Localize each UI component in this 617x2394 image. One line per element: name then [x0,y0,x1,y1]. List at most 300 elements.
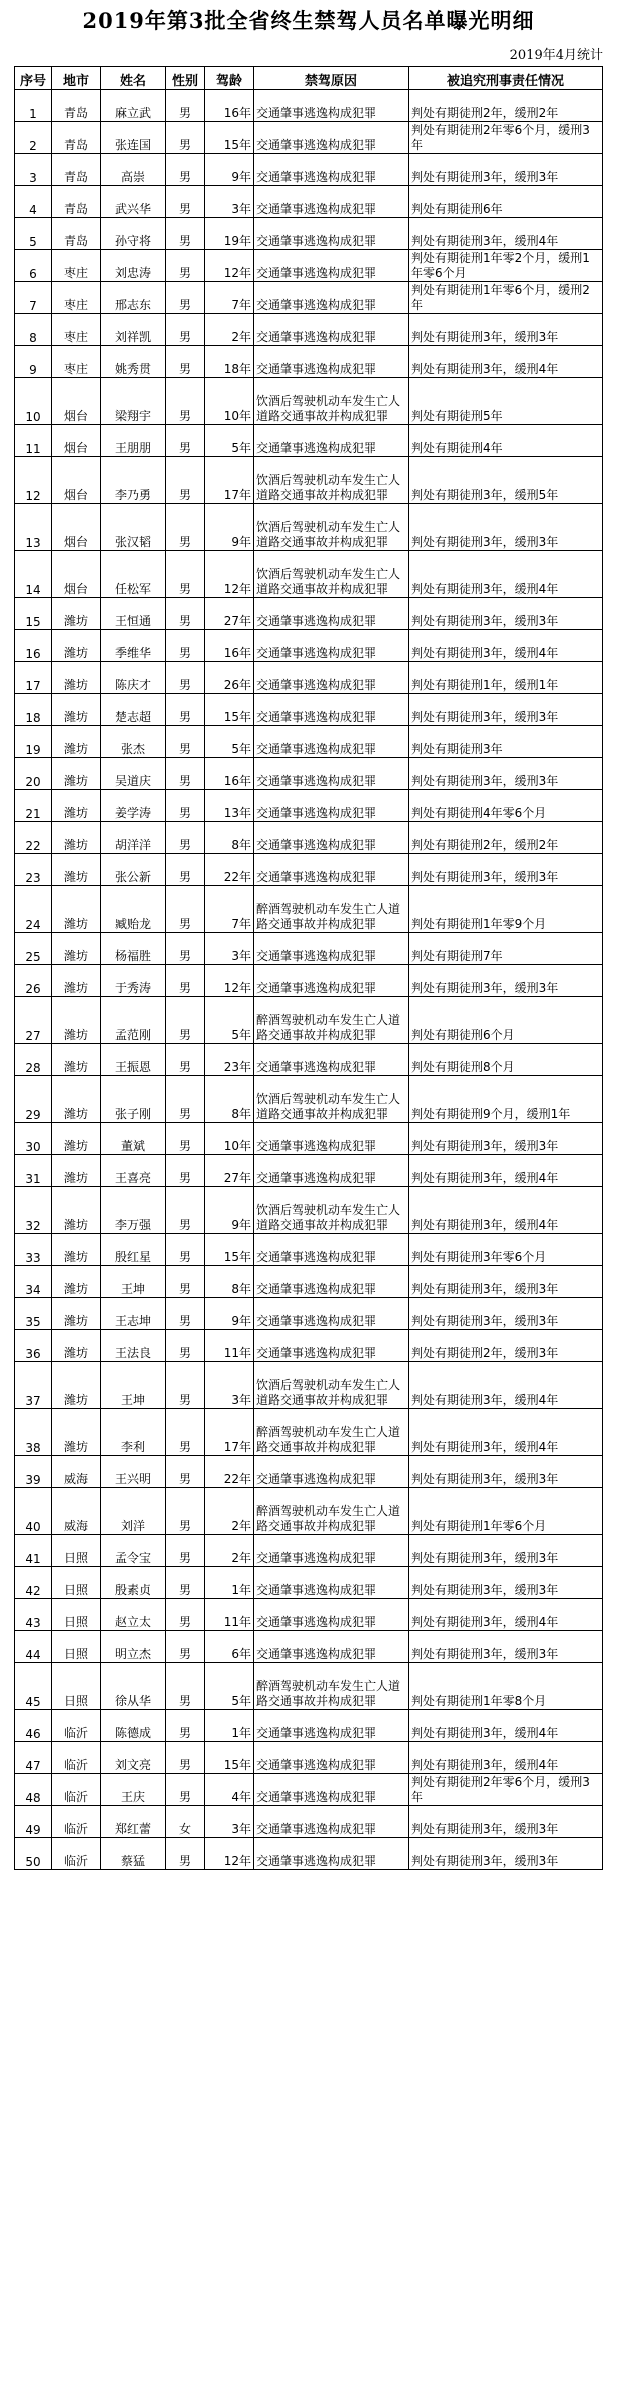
table-row [15,630,603,662]
cell-gender: 男 [166,1774,205,1806]
cell-index: 37 [15,1362,52,1409]
cell-gender: 男 [166,1362,205,1409]
header-criminal-liability: 被追究刑事责任情况 [409,67,603,90]
cell-criminal-liability: 判处有期徒刑2年，缓刑2年 [409,90,603,122]
cell-ban-reason: 交通肇事逃逸构成犯罪 [254,186,409,218]
cell-criminal-liability: 判处有期徒刑3年，缓刑3年 [409,1631,603,1663]
cell-index: 43 [15,1599,52,1631]
table-row [15,1742,603,1774]
cell-name: 王振恩 [101,1044,166,1076]
cell-driving-age: 4年 [205,1774,254,1806]
cell-ban-reason: 交通肇事逃逸构成犯罪 [254,1838,409,1870]
cell-driving-age: 12年 [205,965,254,997]
page-title: 2019年第3批全省终生禁驾人员名单曝光明细 [82,8,535,33]
cell-name: 李乃勇 [101,457,166,504]
cell-gender: 男 [166,218,205,250]
cell-driving-age: 27年 [205,598,254,630]
cell-criminal-liability: 判处有期徒刑3年，缓刑4年 [409,630,603,662]
cell-ban-reason: 醉酒驾驶机动车发生亡人道路交通事故并构成犯罪 [254,997,409,1044]
cell-city: 临沂 [52,1838,101,1870]
cell-criminal-liability: 判处有期徒刑3年，缓刑3年 [409,1838,603,1870]
cell-gender: 男 [166,154,205,186]
cell-name: 楚志超 [101,694,166,726]
cell-driving-age: 2年 [205,1535,254,1567]
cell-criminal-liability: 判处有期徒刑3年 [409,726,603,758]
cell-name: 刘洋 [101,1488,166,1535]
cell-city: 枣庄 [52,346,101,378]
cell-index: 39 [15,1456,52,1488]
cell-criminal-liability: 判处有期徒刑6个月 [409,997,603,1044]
cell-name: 邢志东 [101,282,166,314]
table-row [15,1234,603,1266]
cell-driving-age: 2年 [205,314,254,346]
cell-city: 日照 [52,1567,101,1599]
cell-name: 王恒通 [101,598,166,630]
cell-gender: 男 [166,630,205,662]
cell-gender: 男 [166,726,205,758]
cell-city: 日照 [52,1631,101,1663]
cell-city: 潍坊 [52,822,101,854]
cell-criminal-liability: 判处有期徒刑3年，缓刑4年 [409,1710,603,1742]
cell-ban-reason: 交通肇事逃逸构成犯罪 [254,1456,409,1488]
table-row [15,218,603,250]
cell-name: 董斌 [101,1123,166,1155]
cell-city: 潍坊 [52,1362,101,1409]
cell-gender: 男 [166,314,205,346]
cell-criminal-liability: 判处有期徒刑1年零9个月 [409,886,603,933]
cell-city: 潍坊 [52,1076,101,1123]
cell-gender: 男 [166,90,205,122]
cell-index: 48 [15,1774,52,1806]
table-row [15,1187,603,1234]
cell-city: 临沂 [52,1806,101,1838]
cell-name: 刘文亮 [101,1742,166,1774]
table-row [15,346,603,378]
table-row [15,822,603,854]
cell-driving-age: 3年 [205,1362,254,1409]
cell-name: 赵立太 [101,1599,166,1631]
cell-driving-age: 11年 [205,1330,254,1362]
cell-gender: 男 [166,1488,205,1535]
cell-index: 2 [15,122,52,154]
cell-ban-reason: 交通肇事逃逸构成犯罪 [254,598,409,630]
table-row [15,1663,603,1710]
cell-criminal-liability: 判处有期徒刑3年，缓刑4年 [409,1599,603,1631]
cell-index: 1 [15,90,52,122]
table-row [15,1155,603,1187]
table-row [15,1806,603,1838]
cell-name: 臧贻龙 [101,886,166,933]
table-row [15,1631,603,1663]
table-row [15,1362,603,1409]
cell-gender: 男 [166,1044,205,1076]
cell-driving-age: 8年 [205,1076,254,1123]
table-row [15,1044,603,1076]
cell-name: 孙守将 [101,218,166,250]
cell-gender: 男 [166,886,205,933]
cell-criminal-liability: 判处有期徒刑3年，缓刑4年 [409,346,603,378]
cell-ban-reason: 交通肇事逃逸构成犯罪 [254,282,409,314]
cell-city: 潍坊 [52,997,101,1044]
cell-ban-reason: 交通肇事逃逸构成犯罪 [254,1155,409,1187]
cell-gender: 男 [166,758,205,790]
cell-city: 潍坊 [52,662,101,694]
cell-ban-reason: 交通肇事逃逸构成犯罪 [254,314,409,346]
cell-driving-age: 15年 [205,1742,254,1774]
cell-gender: 男 [166,250,205,282]
cell-name: 陈庆才 [101,662,166,694]
header-index: 序号 [15,67,52,90]
cell-ban-reason: 交通肇事逃逸构成犯罪 [254,1298,409,1330]
cell-city: 日照 [52,1535,101,1567]
cell-city: 潍坊 [52,854,101,886]
cell-driving-age: 18年 [205,346,254,378]
cell-criminal-liability: 判处有期徒刑3年，缓刑4年 [409,551,603,598]
cell-criminal-liability: 判处有期徒刑2年，缓刑3年 [409,1330,603,1362]
cell-gender: 男 [166,1155,205,1187]
cell-driving-age: 2年 [205,1488,254,1535]
cell-criminal-liability: 判处有期徒刑1年零8个月 [409,1663,603,1710]
cell-driving-age: 12年 [205,551,254,598]
cell-city: 青岛 [52,186,101,218]
table-row [15,886,603,933]
cell-name: 张连国 [101,122,166,154]
cell-ban-reason: 饮酒后驾驶机动车发生亡人道路交通事故并构成犯罪 [254,378,409,425]
header-city: 地市 [52,67,101,90]
cell-gender: 男 [166,1567,205,1599]
cell-driving-age: 22年 [205,854,254,886]
cell-index: 34 [15,1266,52,1298]
cell-criminal-liability: 判处有期徒刑9个月，缓刑1年 [409,1076,603,1123]
cell-gender: 男 [166,1234,205,1266]
table-row [15,854,603,886]
cell-ban-reason: 交通肇事逃逸构成犯罪 [254,758,409,790]
cell-driving-age: 12年 [205,1838,254,1870]
cell-driving-age: 1年 [205,1567,254,1599]
cell-name: 武兴华 [101,186,166,218]
cell-criminal-liability: 判处有期徒刑3年，缓刑4年 [409,218,603,250]
cell-gender: 男 [166,457,205,504]
cell-index: 16 [15,630,52,662]
cell-ban-reason: 饮酒后驾驶机动车发生亡人道路交通事故并构成犯罪 [254,504,409,551]
cell-driving-age: 3年 [205,1806,254,1838]
cell-city: 枣庄 [52,250,101,282]
cell-criminal-liability: 判处有期徒刑3年，缓刑4年 [409,1362,603,1409]
cell-index: 4 [15,186,52,218]
cell-ban-reason: 醉酒驾驶机动车发生亡人道路交通事故并构成犯罪 [254,1409,409,1456]
cell-criminal-liability: 判处有期徒刑6年 [409,186,603,218]
cell-driving-age: 5年 [205,997,254,1044]
cell-gender: 男 [166,1409,205,1456]
cell-city: 临沂 [52,1710,101,1742]
header-gender: 性别 [166,67,205,90]
cell-criminal-liability: 判处有期徒刑2年零6个月，缓刑3年 [409,1774,603,1806]
cell-city: 青岛 [52,122,101,154]
table-row [15,457,603,504]
cell-name: 王喜亮 [101,1155,166,1187]
cell-ban-reason: 交通肇事逃逸构成犯罪 [254,1234,409,1266]
cell-city: 青岛 [52,90,101,122]
table-row [15,1298,603,1330]
cell-driving-age: 3年 [205,186,254,218]
cell-gender: 男 [166,1076,205,1123]
cell-city: 潍坊 [52,1266,101,1298]
cell-ban-reason: 交通肇事逃逸构成犯罪 [254,822,409,854]
cell-ban-reason: 醉酒驾驶机动车发生亡人道路交通事故并构成犯罪 [254,1488,409,1535]
cell-city: 潍坊 [52,933,101,965]
cell-gender: 男 [166,551,205,598]
cell-index: 15 [15,598,52,630]
cell-ban-reason: 交通肇事逃逸构成犯罪 [254,218,409,250]
cell-index: 24 [15,886,52,933]
cell-city: 临沂 [52,1742,101,1774]
cell-ban-reason: 交通肇事逃逸构成犯罪 [254,250,409,282]
cell-driving-age: 7年 [205,282,254,314]
cell-city: 潍坊 [52,1187,101,1234]
table-row [15,425,603,457]
cell-name: 王庆 [101,1774,166,1806]
table-row [15,1409,603,1456]
cell-name: 李万强 [101,1187,166,1234]
cell-index: 5 [15,218,52,250]
table-row [15,790,603,822]
cell-criminal-liability: 判处有期徒刑3年，缓刑3年 [409,1535,603,1567]
cell-criminal-liability: 判处有期徒刑2年，缓刑2年 [409,822,603,854]
cell-index: 11 [15,425,52,457]
cell-gender: 男 [166,1838,205,1870]
cell-ban-reason: 交通肇事逃逸构成犯罪 [254,1774,409,1806]
cell-criminal-liability: 判处有期徒刑3年，缓刑3年 [409,1266,603,1298]
cell-ban-reason: 交通肇事逃逸构成犯罪 [254,1742,409,1774]
cell-index: 18 [15,694,52,726]
cell-index: 10 [15,378,52,425]
cell-criminal-liability: 判处有期徒刑3年，缓刑3年 [409,1456,603,1488]
cell-ban-reason: 饮酒后驾驶机动车发生亡人道路交通事故并构成犯罪 [254,1362,409,1409]
cell-city: 潍坊 [52,1409,101,1456]
cell-criminal-liability: 判处有期徒刑3年，缓刑3年 [409,598,603,630]
cell-ban-reason: 交通肇事逃逸构成犯罪 [254,1535,409,1567]
cell-gender: 男 [166,1742,205,1774]
cell-gender: 男 [166,282,205,314]
cell-ban-reason: 饮酒后驾驶机动车发生亡人道路交通事故并构成犯罪 [254,457,409,504]
cell-city: 临沂 [52,1774,101,1806]
cell-city: 青岛 [52,218,101,250]
cell-criminal-liability: 判处有期徒刑8个月 [409,1044,603,1076]
cell-index: 40 [15,1488,52,1535]
cell-name: 孟范刚 [101,997,166,1044]
cell-name: 明立杰 [101,1631,166,1663]
cell-city: 潍坊 [52,726,101,758]
table-row [15,1123,603,1155]
cell-ban-reason: 交通肇事逃逸构成犯罪 [254,965,409,997]
cell-index: 23 [15,854,52,886]
cell-criminal-liability: 判处有期徒刑4年 [409,425,603,457]
cell-driving-age: 16年 [205,90,254,122]
cell-ban-reason: 饮酒后驾驶机动车发生亡人道路交通事故并构成犯罪 [254,1076,409,1123]
cell-name: 徐从华 [101,1663,166,1710]
table-row [15,1330,603,1362]
cell-driving-age: 27年 [205,1155,254,1187]
cell-gender: 男 [166,822,205,854]
cell-ban-reason: 交通肇事逃逸构成犯罪 [254,90,409,122]
cell-criminal-liability: 判处有期徒刑3年，缓刑5年 [409,457,603,504]
table-row [15,122,603,154]
header-ban-reason: 禁驾原因 [254,67,409,90]
cell-index: 45 [15,1663,52,1710]
cell-gender: 女 [166,1806,205,1838]
cell-ban-reason: 交通肇事逃逸构成犯罪 [254,346,409,378]
cell-gender: 男 [166,965,205,997]
cell-city: 威海 [52,1488,101,1535]
cell-driving-age: 12年 [205,250,254,282]
table-row [15,90,603,122]
cell-ban-reason: 饮酒后驾驶机动车发生亡人道路交通事故并构成犯罪 [254,551,409,598]
cell-gender: 男 [166,1599,205,1631]
cell-gender: 男 [166,425,205,457]
cell-city: 潍坊 [52,1044,101,1076]
cell-ban-reason: 醉酒驾驶机动车发生亡人道路交通事故并构成犯罪 [254,1663,409,1710]
table-row [15,1488,603,1535]
cell-gender: 男 [166,1187,205,1234]
table-row [15,1535,603,1567]
cell-name: 姜学涛 [101,790,166,822]
cell-name: 麻立武 [101,90,166,122]
cell-index: 26 [15,965,52,997]
cell-name: 殷红星 [101,1234,166,1266]
cell-driving-age: 15年 [205,694,254,726]
cell-index: 47 [15,1742,52,1774]
cell-city: 潍坊 [52,1330,101,1362]
cell-ban-reason: 饮酒后驾驶机动车发生亡人道路交通事故并构成犯罪 [254,1187,409,1234]
cell-index: 29 [15,1076,52,1123]
cell-gender: 男 [166,186,205,218]
cell-name: 蔡猛 [101,1838,166,1870]
table-row [15,1266,603,1298]
header-name: 姓名 [101,67,166,90]
cell-ban-reason: 交通肇事逃逸构成犯罪 [254,1123,409,1155]
cell-city: 威海 [52,1456,101,1488]
table-row [15,314,603,346]
cell-gender: 男 [166,1663,205,1710]
cell-driving-age: 9年 [205,154,254,186]
cell-index: 6 [15,250,52,282]
cell-name: 任松军 [101,551,166,598]
table-row [15,250,603,282]
cell-gender: 男 [166,997,205,1044]
cell-ban-reason: 交通肇事逃逸构成犯罪 [254,1266,409,1298]
cell-driving-age: 6年 [205,1631,254,1663]
cell-criminal-liability: 判处有期徒刑3年，缓刑4年 [409,1742,603,1774]
cell-name: 刘忠涛 [101,250,166,282]
cell-criminal-liability: 判处有期徒刑3年零6个月 [409,1234,603,1266]
cell-ban-reason: 交通肇事逃逸构成犯罪 [254,1330,409,1362]
cell-gender: 男 [166,1123,205,1155]
cell-name: 王兴明 [101,1456,166,1488]
cell-gender: 男 [166,1330,205,1362]
cell-index: 41 [15,1535,52,1567]
cell-criminal-liability: 判处有期徒刑7年 [409,933,603,965]
cell-index: 27 [15,997,52,1044]
cell-criminal-liability: 判处有期徒刑3年，缓刑3年 [409,504,603,551]
table-row [15,1599,603,1631]
cell-index: 28 [15,1044,52,1076]
cell-city: 烟台 [52,551,101,598]
cell-city: 潍坊 [52,694,101,726]
cell-name: 高崇 [101,154,166,186]
cell-name: 胡洋洋 [101,822,166,854]
cell-index: 46 [15,1710,52,1742]
cell-name: 孟令宝 [101,1535,166,1567]
cell-name: 殷素贞 [101,1567,166,1599]
cell-criminal-liability: 判处有期徒刑3年，缓刑3年 [409,1567,603,1599]
cell-criminal-liability: 判处有期徒刑3年，缓刑4年 [409,1155,603,1187]
cell-index: 42 [15,1567,52,1599]
cell-gender: 男 [166,854,205,886]
cell-driving-age: 8年 [205,822,254,854]
table-header-row [15,67,603,90]
cell-name: 王坤 [101,1362,166,1409]
table-row [15,504,603,551]
cell-criminal-liability: 判处有期徒刑1年零2个月，缓刑1年零6个月 [409,250,603,282]
cell-driving-age: 9年 [205,504,254,551]
cell-gender: 男 [166,122,205,154]
cell-index: 22 [15,822,52,854]
cell-name: 刘祥凯 [101,314,166,346]
table-row [15,378,603,425]
cell-driving-age: 7年 [205,886,254,933]
cell-city: 潍坊 [52,758,101,790]
table-row [15,1838,603,1870]
cell-index: 49 [15,1806,52,1838]
cell-driving-age: 9年 [205,1298,254,1330]
cell-name: 王朋朋 [101,425,166,457]
cell-driving-age: 10年 [205,378,254,425]
cell-city: 潍坊 [52,790,101,822]
cell-index: 21 [15,790,52,822]
cell-city: 潍坊 [52,1155,101,1187]
table-row [15,1567,603,1599]
cell-driving-age: 19年 [205,218,254,250]
cell-ban-reason: 交通肇事逃逸构成犯罪 [254,630,409,662]
cell-ban-reason: 交通肇事逃逸构成犯罪 [254,425,409,457]
table-row [15,551,603,598]
cell-gender: 男 [166,1710,205,1742]
cell-criminal-liability: 判处有期徒刑3年，缓刑3年 [409,854,603,886]
table-row [15,154,603,186]
cell-city: 日照 [52,1599,101,1631]
cell-driving-age: 17年 [205,457,254,504]
table-row [15,282,603,314]
cell-index: 12 [15,457,52,504]
cell-index: 19 [15,726,52,758]
cell-name: 郑红蕾 [101,1806,166,1838]
table-row [15,598,603,630]
cell-criminal-liability: 判处有期徒刑1年，缓刑1年 [409,662,603,694]
cell-city: 枣庄 [52,282,101,314]
cell-ban-reason: 交通肇事逃逸构成犯罪 [254,662,409,694]
cell-ban-reason: 交通肇事逃逸构成犯罪 [254,1710,409,1742]
cell-index: 25 [15,933,52,965]
cell-gender: 男 [166,1631,205,1663]
cell-criminal-liability: 判处有期徒刑3年，缓刑3年 [409,694,603,726]
cell-name: 梁翔宇 [101,378,166,425]
cell-name: 吴道庆 [101,758,166,790]
cell-criminal-liability: 判处有期徒刑1年零6个月 [409,1488,603,1535]
cell-driving-age: 15年 [205,122,254,154]
cell-index: 44 [15,1631,52,1663]
cell-gender: 男 [166,1298,205,1330]
cell-index: 13 [15,504,52,551]
